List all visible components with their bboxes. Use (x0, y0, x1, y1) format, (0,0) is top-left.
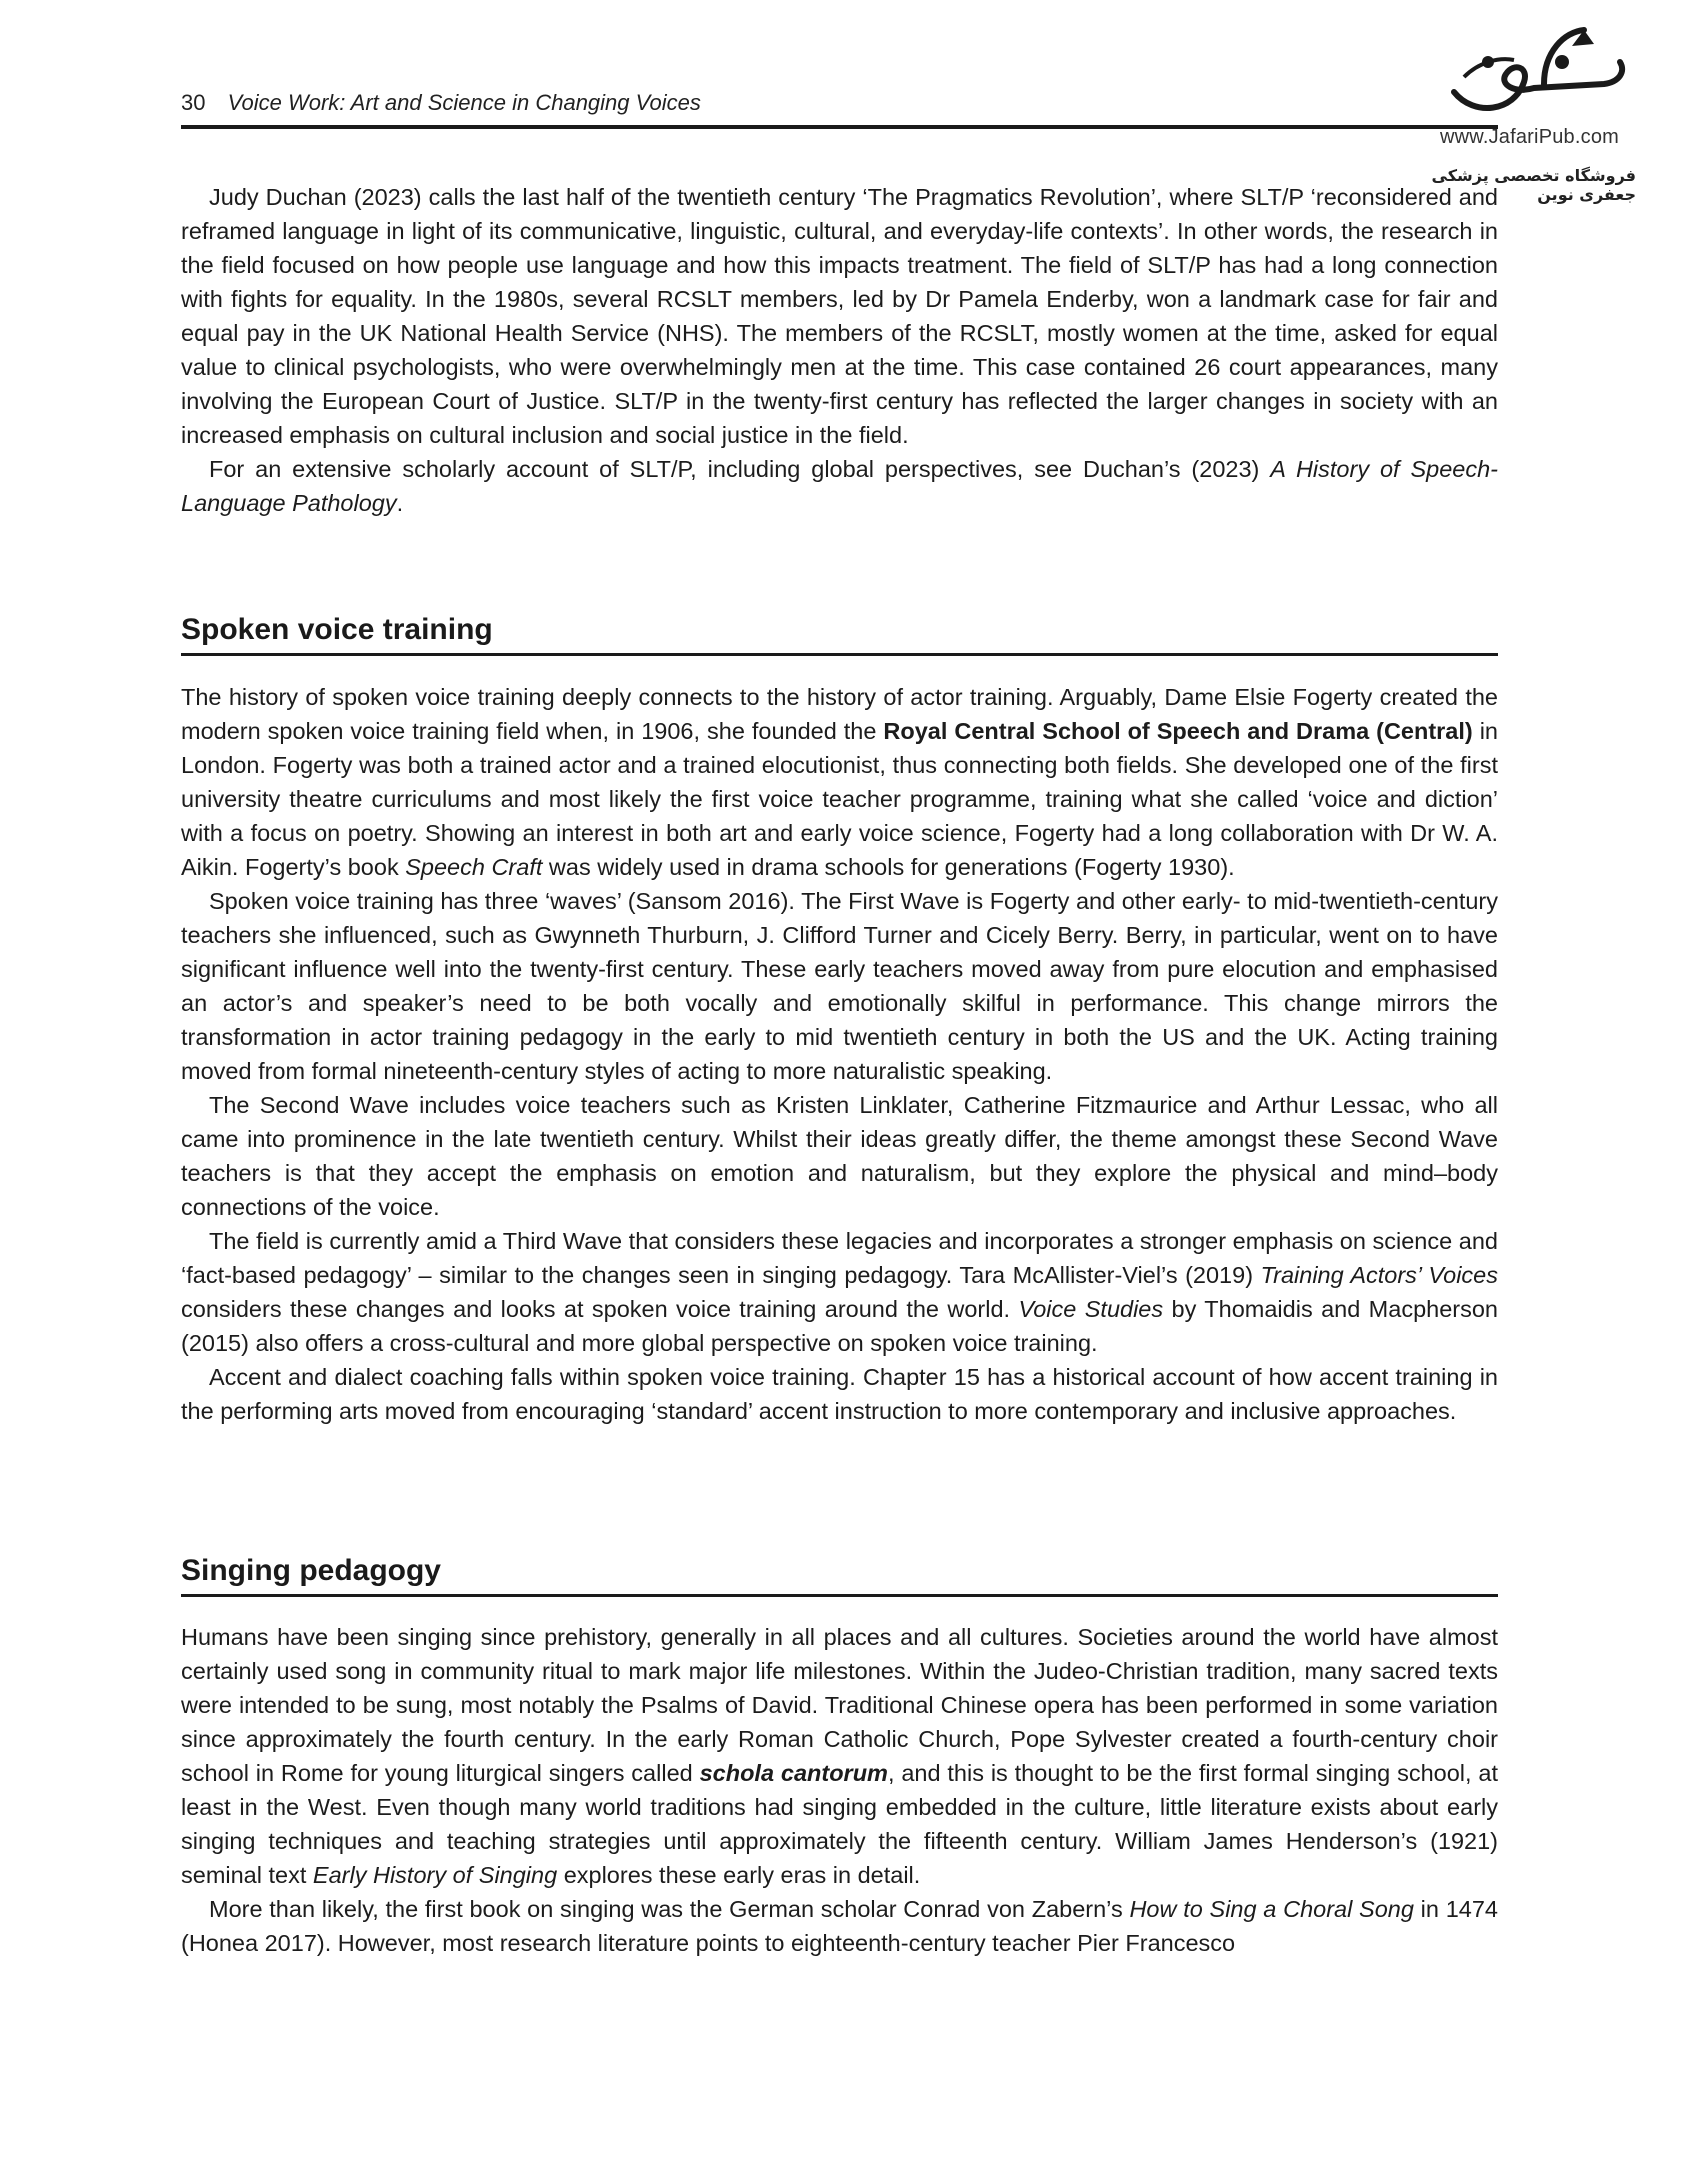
header-rule (181, 125, 1498, 129)
paragraph: Spoken voice training has three ‘waves’ (Sansom 2016). The First Wave is Fogerty and other early- to mid-twentieth-century teachers she influenced, such as Gwynneth Thurburn, J. Clifford Turner and Cicely Berry. Berry, in particular, went on to have significant influence well into the twenty-first century. These early teachers moved away from pure elocution and emphasised an actor’s and speaker’s need to be both vocally and emotionally skilful in performance. This change mirrors the transformation in actor training pedagogy in the early to mid twentieth century in both the US and the UK. Acting training moved from formal nineteenth-century styles of acting to more naturalistic speaking. (181, 888, 1498, 1084)
intro-section (181, 180, 1498, 520)
book-title-ref: A History of Speech-Language Pathology (181, 456, 1498, 516)
publisher-logo-mark (1444, 22, 1634, 117)
publisher-logo (1420, 22, 1640, 172)
paragraph: Judy Duchan (2023) calls the last half of the twentieth century ‘The Pragmatics Revolution’, where SLT/P ‘reconsidered and reframed language in light of its communicative, linguistic, cultural, and everyday-life contexts’. In other words, the research in the field focused on how people use language and how this impacts treatment. The field of SLT/P has had a long connection with fights for equality. In the 1980s, several RCSLT members, led by Dr Pamela Enderby, won a landmark case for fair and equal pay in the UK National Health Service (NHS). The members of the RCSLT, mostly women at the time, asked for equal value to clinical psychologists, who were overwhelmingly men at the time. This case contained 26 court appearances, many involving the European Court of Justice. SLT/P in the twenty-first century has reflected the larger changes in society with an increased emphasis on cultural inclusion and social justice in the field. (181, 184, 1498, 448)
paragraph: Humans have been singing since prehistory, generally in all places and all cultures. Societies around the world have almost certainly used song in community ritual to mark major life milestones. Within the Judeo-Christian tradition, many sacred texts were intended to be sung, most notably the Psalms of David. Traditional Chinese opera has been performed in some variation since approximately the fourth century. In the early Roman Catholic Church, Pope Sylvester created a fourth-century choir school in Rome for young liturgical singers called schola cantorum, and this is thought to be the first formal singing school, at least in the West. Even though many world traditions had singing embedded in the culture, little literature exists about early singing techniques and teaching strategies until approximately the fifteenth century. William James Henderson’s (1921) seminal text Early History of Singing explores these early eras in detail. (181, 1624, 1498, 1888)
singing-pedagogy-section (181, 1620, 1498, 1960)
section-heading-singing-pedagogy: Singing pedagogy (181, 1554, 1498, 1597)
paragraph: Accent and dialect coaching falls within spoken voice training. Chapter 15 has a historical account of how accent training in the performing arts moved from encouraging ‘standard’ accent instruction to more contemporary and inclusive approaches. (181, 1364, 1498, 1424)
spoken-voice-section (181, 680, 1498, 1428)
book-title-ref: Early History of Singing (312, 1862, 558, 1888)
paragraph: For an extensive scholarly account of SLT/P, including global perspectives, see Duchan’s (2023) A History of Speech-Language Pathology. (181, 456, 1498, 516)
page-number: 30 (181, 90, 206, 115)
latin-term: schola cantorum (699, 1760, 888, 1786)
book-title-ref: Voice Studies (1018, 1296, 1164, 1322)
running-head (181, 90, 701, 116)
paragraph: More than likely, the first book on singing was the German scholar Conrad von Zabern’s How to Sing a Choral Song in 1474 (Honea 2017). However, most research literature points to eighteenth-century teacher Pier Francesco (181, 1896, 1498, 1956)
section-heading-spoken-voice: Spoken voice training (181, 613, 1498, 656)
book-title-ref: Training Actors’ Voices (1260, 1262, 1498, 1288)
paragraph: The Second Wave includes voice teachers such as Kristen Linklater, Catherine Fitzmaurice and Arthur Lessac, who all came into prominence in the late twentieth century. Whilst their ideas greatly differ, the theme amongst these Second Wave teachers is that they accept the emphasis on emotion and naturalism, but they explore the physical and mind–body connections of the voice. (181, 1092, 1498, 1220)
paragraph: The field is currently amid a Third Wave that considers these legacies and incorporates a stronger emphasis on science and ‘fact-based pedagogy’ – similar to the changes seen in singing pedagogy. Tara McAllister-Viel’s (2019) Training Actors’ Voices considers these changes and looks at spoken voice training around the world. Voice Studies by Thomaidis and Macpherson (2015) also offers a cross-cultural and more global perspective on spoken voice training. (181, 1228, 1498, 1356)
institution-name: Royal Central School of Speech and Drama (Central) (883, 718, 1473, 744)
paragraph: The history of spoken voice training deeply connects to the history of actor training. Arguably, Dame Elsie Fogerty created the modern spoken voice training field when, in 1906, she founded the Royal Central School of Speech and Drama (Central) in London. Fogerty was both a trained actor and a trained elocutionist, thus connecting both fields. She developed one of the first university theatre curriculums and most likely the first voice teacher programme, training what she called ‘voice and diction’ with a focus on poetry. Showing an interest in both art and early voice science, Fogerty had a long collaboration with Dr W. A. Aikin. Fogerty’s book Speech Craft was widely used in drama schools for generations (Fogerty 1930). (181, 684, 1498, 880)
publisher-tagline: فروشگاه تخصصی پزشکی جعفری نوین (1431, 166, 1636, 204)
book-title: Voice Work: Art and Science in Changing Voices (227, 90, 701, 115)
book-title-ref: How to Sing a Choral Song (1129, 1896, 1414, 1922)
publisher-url: www.JafariPub.com (1440, 126, 1620, 148)
book-title-ref: Speech Craft (405, 854, 543, 880)
